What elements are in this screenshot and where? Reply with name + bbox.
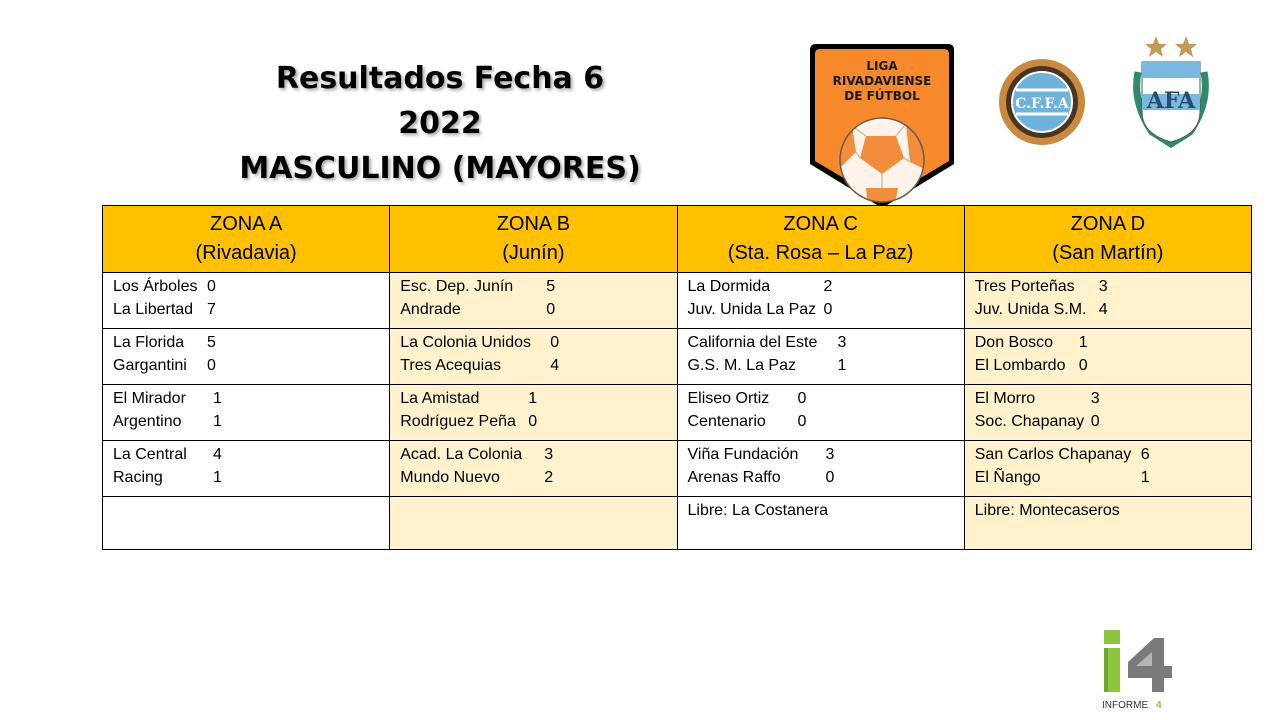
away-score: 4 <box>1098 301 1108 318</box>
home-team: La Amistad <box>400 390 480 407</box>
zone-header-b <box>390 206 677 273</box>
home-team: La Dormida <box>687 278 771 295</box>
away-line <box>113 354 379 377</box>
home-score: 3 <box>1090 390 1100 407</box>
cffa-logo-text: C.F.F.A <box>1015 96 1069 112</box>
away-score: 1 <box>837 357 847 374</box>
away-team: Arenas Raffo <box>687 469 781 486</box>
home-team: Eliseo Ortiz <box>687 390 770 407</box>
home-score: 0 <box>207 278 216 295</box>
zone-header-c <box>677 206 964 273</box>
away-team: Mundo Nuevo <box>400 469 500 486</box>
away-line <box>113 298 379 321</box>
home-score: 0 <box>797 390 807 407</box>
match-cell <box>964 385 1251 441</box>
away-line <box>113 466 379 489</box>
away-score: 7 <box>207 301 216 318</box>
zone-header-row <box>103 206 1252 273</box>
match-cell <box>390 441 677 497</box>
away-score: 0 <box>207 357 216 374</box>
away-team: Soc. Chapanay <box>974 413 1085 430</box>
zone-city: (Sta. Rosa – La Paz) <box>727 242 914 264</box>
away-line <box>400 466 666 489</box>
match-cell <box>103 441 390 497</box>
home-line <box>975 331 1241 354</box>
zone-city: (Rivadavia) <box>195 242 297 264</box>
away-line <box>113 410 379 433</box>
away-line <box>688 466 954 489</box>
home-line <box>975 387 1241 410</box>
home-line <box>400 331 666 354</box>
match-cell <box>964 441 1251 497</box>
libre-cell: Libre: La Costanera <box>677 497 964 550</box>
informe4-logo <box>1098 626 1178 712</box>
away-score: 0 <box>823 301 833 318</box>
home-score: 3 <box>544 446 554 463</box>
match-cell <box>677 385 964 441</box>
home-team: El Mirador <box>113 390 186 407</box>
home-line <box>400 443 666 466</box>
home-line <box>113 331 379 354</box>
liga-logo-text-2: RIVADAVIENSE <box>832 74 932 88</box>
home-score: 6 <box>1140 446 1150 463</box>
home-team: El Morro <box>974 390 1036 407</box>
away-score: 0 <box>528 413 538 430</box>
away-score: 1 <box>213 413 222 430</box>
away-score: 1 <box>1140 469 1150 486</box>
home-team: San Carlos Chapanay <box>974 446 1132 463</box>
match-cell <box>677 441 964 497</box>
home-team: Don Bosco <box>974 334 1054 351</box>
match-row <box>103 273 1252 329</box>
home-line <box>113 387 379 410</box>
home-score: 1 <box>528 390 538 407</box>
informe4-logo-suffix: 4 <box>1156 700 1162 711</box>
libre-cell <box>103 497 390 550</box>
home-score: 1 <box>1078 334 1088 351</box>
away-line <box>975 466 1241 489</box>
away-score: 0 <box>1078 357 1088 374</box>
away-score: 0 <box>1090 413 1100 430</box>
away-team: Juv. Unida S.M. <box>974 301 1087 318</box>
home-team: Esc. Dep. Junín <box>400 278 514 295</box>
home-score: 3 <box>825 446 835 463</box>
away-line <box>688 354 954 377</box>
away-line <box>975 298 1241 321</box>
away-team: G.S. M. La Paz <box>687 357 796 374</box>
match-row <box>103 441 1252 497</box>
home-score: 3 <box>837 334 847 351</box>
zone-city: (San Martín) <box>1052 242 1164 264</box>
libre-cell <box>390 497 677 550</box>
away-line <box>975 410 1241 433</box>
page-year: 2022 <box>398 106 482 141</box>
zone-header-d <box>964 206 1251 273</box>
home-line <box>400 275 666 298</box>
away-score: 0 <box>825 469 835 486</box>
home-team: La Central <box>113 446 187 463</box>
home-line <box>688 331 954 354</box>
away-line <box>400 410 666 433</box>
zone-city: (Junín) <box>502 242 565 264</box>
away-line <box>400 354 666 377</box>
away-score: 0 <box>546 301 556 318</box>
match-cell <box>964 273 1251 329</box>
title-block <box>200 56 680 191</box>
home-line <box>113 275 379 298</box>
home-score: 5 <box>546 278 556 295</box>
zone-name: ZONA D <box>1070 213 1146 235</box>
away-team: Argentino <box>113 413 182 430</box>
away-team: Andrade <box>400 301 461 318</box>
away-team: Centenario <box>687 413 766 430</box>
page-category: MASCULINO (MAYORES) <box>239 151 641 186</box>
results-table <box>102 205 1252 550</box>
home-line <box>688 387 954 410</box>
liga-logo-text-3: DE FÚTBOL <box>844 89 920 103</box>
away-score: 1 <box>213 469 222 486</box>
zone-name: ZONA C <box>783 213 858 235</box>
match-row <box>103 329 1252 385</box>
away-line <box>688 410 954 433</box>
home-score: 1 <box>213 390 222 407</box>
zone-name: ZONA A <box>210 213 283 235</box>
home-team: Los Árboles <box>113 278 198 295</box>
home-line <box>113 443 379 466</box>
libre-cell: Libre: Montecaseros <box>964 497 1251 550</box>
home-team: Viña Fundación <box>687 446 799 463</box>
match-cell <box>677 329 964 385</box>
home-score: 3 <box>1098 278 1108 295</box>
away-team: Gargantini <box>113 357 187 374</box>
home-team: Tres Porteñas <box>974 278 1075 295</box>
home-team: California del Este <box>687 334 818 351</box>
home-team: Acad. La Colonia <box>400 446 523 463</box>
away-score: 2 <box>544 469 554 486</box>
home-score: 2 <box>823 278 833 295</box>
home-line <box>688 275 954 298</box>
away-team: Racing <box>113 469 163 486</box>
match-row <box>103 385 1252 441</box>
home-team: La Florida <box>113 334 185 351</box>
away-line <box>688 298 954 321</box>
zone-header-a <box>103 206 390 273</box>
liga-rivadaviense-logo <box>806 40 958 212</box>
match-cell <box>390 273 677 329</box>
away-line <box>975 354 1241 377</box>
match-cell <box>103 385 390 441</box>
match-cell <box>103 273 390 329</box>
match-cell <box>390 329 677 385</box>
home-score: 5 <box>207 334 216 351</box>
libre-row <box>103 497 1252 550</box>
home-score: 4 <box>213 446 222 463</box>
home-line <box>975 443 1241 466</box>
match-cell <box>964 329 1251 385</box>
cffa-seal-logo <box>994 56 1090 148</box>
match-cell <box>390 385 677 441</box>
away-team: El Ñango <box>974 469 1041 486</box>
afa-logo-text: AFA <box>1146 88 1196 114</box>
away-team: El Lombardo <box>974 357 1066 374</box>
home-line <box>400 387 666 410</box>
zone-name: ZONA B <box>496 213 571 235</box>
home-line <box>975 275 1241 298</box>
home-line <box>688 443 954 466</box>
results-body <box>103 273 1252 550</box>
away-team: La Libertad <box>113 301 194 318</box>
away-score: 0 <box>797 413 807 430</box>
home-team: La Colonia Unidos <box>400 334 531 351</box>
match-cell <box>103 329 390 385</box>
page-title: Resultados Fecha 6 <box>275 61 605 96</box>
informe4-logo-text: INFORME <box>1102 700 1149 711</box>
afa-crest-logo <box>1128 32 1214 150</box>
liga-logo-text-1: LIGA <box>866 59 898 73</box>
away-line <box>400 298 666 321</box>
away-score: 4 <box>550 357 560 374</box>
match-cell <box>677 273 964 329</box>
away-team: Rodríguez Peña <box>400 413 516 430</box>
away-team: Tres Acequias <box>400 357 502 374</box>
home-score: 0 <box>550 334 560 351</box>
away-team: Juv. Unida La Paz <box>687 301 817 318</box>
